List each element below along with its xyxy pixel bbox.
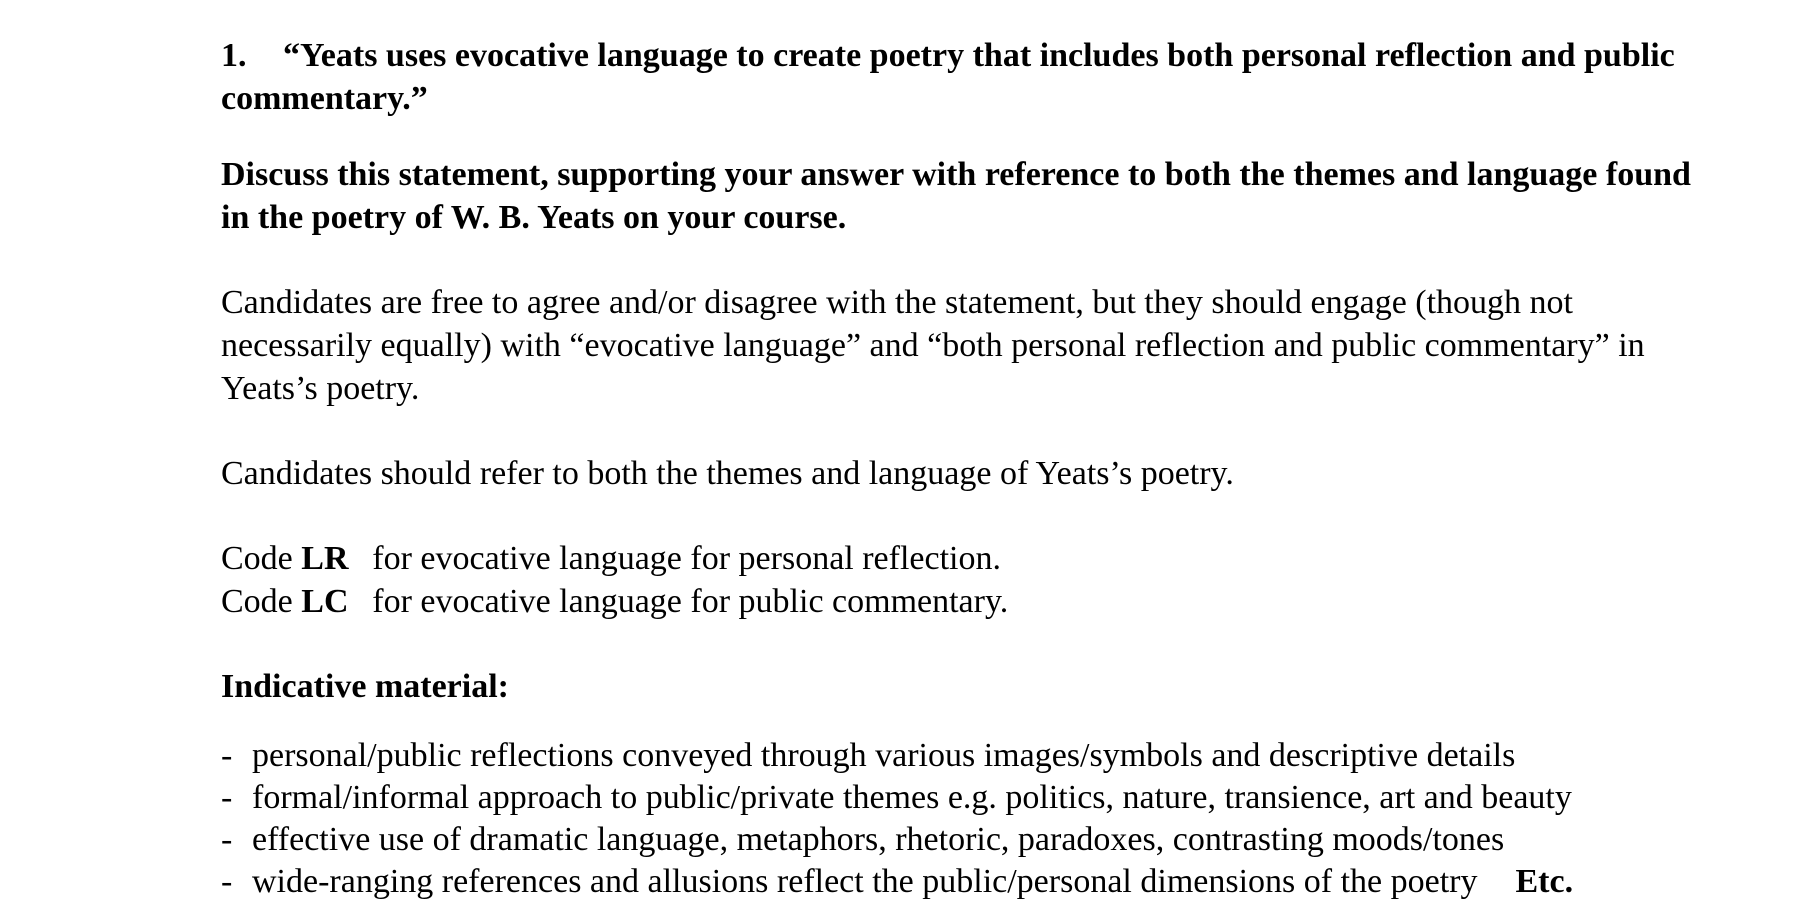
code-line-lr — [221, 537, 1721, 580]
bullet-dash: - — [221, 737, 233, 774]
list-item — [221, 819, 1721, 861]
bullet-dash: - — [221, 863, 233, 900]
indicative-material-list — [221, 735, 1721, 903]
code-key-lr: LR — [301, 540, 349, 577]
bullet-dash: - — [221, 821, 233, 858]
question-text: “Yeats uses evocative language to create poetry that includes both personal reflection and public commentary.” — [221, 37, 1675, 117]
list-item — [221, 861, 1721, 903]
bullet-dash: - — [221, 779, 233, 816]
code-description-lc: for evocative language for public commentary. — [372, 583, 1009, 620]
list-item-text: effective use of dramatic language, metaphors, rhetoric, paradoxes, contrasting moods/tones — [252, 821, 1505, 858]
marking-scheme-page — [221, 34, 1721, 903]
indicative-material-heading: Indicative material: — [221, 668, 509, 705]
list-item-text: formal/informal approach to public/private themes e.g. politics, nature, transience, art and beauty — [252, 779, 1572, 816]
guidance-paragraph-agree: Candidates are free to agree and/or disagree with the statement, but they should engage (though not necessarily equally) with “evocative language” and “both personal reflection and public commentary” in Yeats’s poetry. — [221, 284, 1645, 407]
list-item-text: wide-ranging references and allusions reflect the public/personal dimensions of the poetry — [252, 863, 1478, 900]
guidance-paragraph-refer: Candidates should refer to both the themes and language of Yeats’s poetry. — [221, 455, 1234, 492]
code-description-lr: for evocative language for personal reflection. — [372, 540, 1001, 577]
list-item — [221, 735, 1721, 777]
marking-codes — [221, 537, 1721, 623]
code-prefix: Code — [221, 540, 293, 577]
code-key-lc: LC — [301, 583, 349, 620]
list-item — [221, 777, 1721, 819]
question-statement — [221, 34, 1721, 120]
code-prefix: Code — [221, 583, 293, 620]
etc-label: Etc. — [1515, 863, 1574, 900]
question-number: 1. — [221, 37, 247, 74]
list-item-text: personal/public reflections conveyed through various images/symbols and descriptive details — [252, 737, 1516, 774]
code-line-lc — [221, 580, 1721, 623]
question-instruction: Discuss this statement, supporting your answer with reference to both the themes and language found in the poetry of W. B. Yeats on your course. — [221, 156, 1691, 236]
